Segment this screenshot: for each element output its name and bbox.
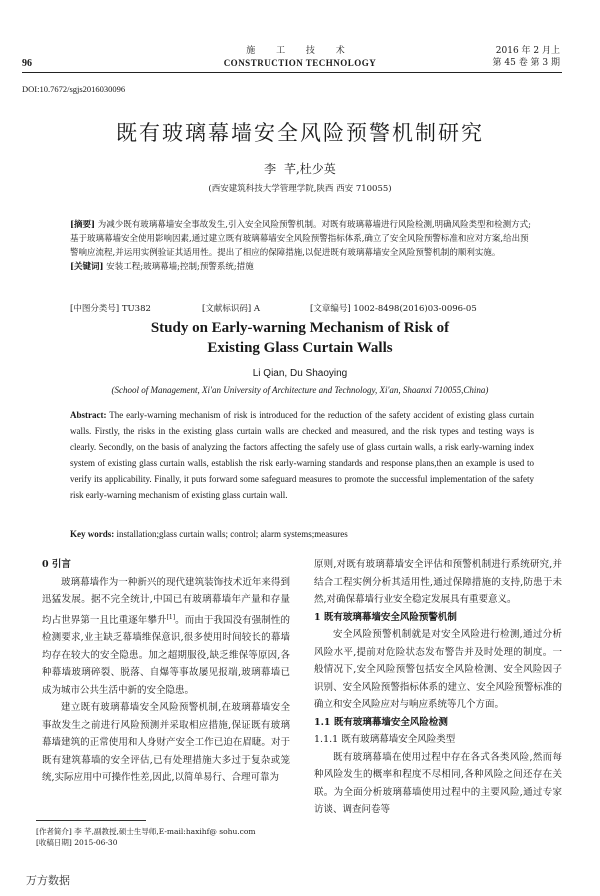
abstract-en-label: Abstract: [70,410,107,420]
journal-name-en: CONSTRUCTION TECHNOLOGY [223,58,377,68]
abstract-en [70,407,534,503]
title-en-line2: Existing Glass Curtain Walls [207,340,393,356]
watermark: 万方数据 [26,874,70,887]
body-right-column [314,556,562,819]
footnote-divider [36,820,146,821]
paragraph: 建立既有玻璃幕墙安全风险预警机制,在玻璃幕墙安全事故发生之前进行风险预测并采取相应措施,保证既有玻璃幕墙建筑的正常使用和人身财产安全工作已迫在眉睫。对于既有建筑幕墙的安全评估,已有处理措施大多过于复杂或笼统,实际应用中可操作性差,因此,以简单易行、合理可靠为 [42,702,290,784]
clc-number: [中图分类号] TU382 [70,304,151,314]
body-left-column [42,556,290,787]
paragraph-text: 玻璃幕墙作为一种新兴的现代建筑装饰技术近年来得到迅猛发展。据不完全统计,中国已有玻璃幕墙年产量和存量均占世界第一且比重逐年攀升 [42,576,290,626]
paragraph: 安全风险预警机制就是对安全风险进行检测,通过分析风险水平,提前对危险状态发布警告并及时处理的制度。一般情况下,安全风险预警包括安全风险检测、安全风险因子识别、安全风险预警指标体系的建立、安全风险预警标准的确立和安全风险应对与响应系统等几个方面。 [314,629,562,710]
title-en-line1: Study on Early-warning Mechanism of Risk of [150,320,450,336]
issue-volume: 第 45 卷 第 3 期 [492,58,560,68]
issue-date: 2016 年 2 月上 [495,46,560,56]
keywords-en: installation;glass curtain walls; control; alarm systems;measures [116,529,348,539]
authors-en: Li Qian, Du Shaoying [252,368,348,379]
classification-row [70,302,534,316]
authors-cn: 李 芊,杜少英 [264,162,336,176]
article-number: [文章编号] 1002-8498(2016)03-0096-05 [310,304,477,314]
keywords-en-label: Key words: [70,529,115,539]
paragraph: 原则,对既有玻璃幕墙安全评估和预警机制进行系统研究,并结合工程实例分析其适用性,通过保障措施的支持,防患于未然,对确保幕墙行业安全稳定发展具有重要意义。 [314,559,562,605]
affiliation-cn: (西安建筑科技大学管理学院,陕西 西安 710055) [208,184,392,194]
issue-info [493,45,560,69]
doi: DOI:10.7672/sgjs2016030096 [22,84,126,94]
citation-ref: [1] [166,613,176,621]
paragraph-text: 。而由于我国没有强制性的检测要求,业主缺乏幕墙维保意识,很多使用时间较长的幕墙均存在较大的安全隐患。加之超期服役,缺乏维保等原因,各种幕墙玻璃碎裂、脱落、自爆等事故屡见报端,玻璃幕墙已成为城市公共生活中新的安全隐患。 [42,614,290,696]
title-en [0,318,600,358]
keywords-en-row [70,529,534,539]
paragraph [42,574,290,700]
title-cn: 既有玻璃幕墙安全风险预警机制研究 [116,121,484,145]
section-heading-intro: 0 引言 [42,559,71,570]
abstract-en-text: The early-warning mechanism of risk is introduced for the reduction of the safety accident of existing glass curtain walls. Firstly, the risks in the existing glass curtain walls are checked and measured, and the risk types and testing ways is clearly. Secondly, on the basis of analyzing the factors affecting the safely use of glass curtain walls, a risk early-warning index system of existing glass curtain walls, establish the risk early-warning standards and response plans,then an example is used to verify its applicability. Finally, it puts forward some safeguard measures to promote the successful implementation of the safety risk early-warning mechanism of existing glass curtain wall. [70,410,534,500]
paragraph: 既有玻璃幕墙在使用过程中存在各式各类风险,然而每种风险发生的概率和程度不尽相同,各种风险之间还存在关联。为全面分析玻璃幕墙使用过程中的主要风险,通过专家访谈、调查问卷等 [314,751,562,815]
keywords-cn: 安装工程;玻璃幕墙;控制;预警系统;措施 [106,262,254,272]
abstract-cn-text: 为减少既有玻璃幕墙安全事故发生,引入安全风险预警机制。对既有玻璃幕墙进行风险检测,明确风险类型和检测方式;基于玻璃幕墙安全使用影响因素,通过建立既有玻璃幕墙安全风险预警指标体系,确立了安全风险预警标准和应对方案,给出预警响应流程,并运用实例验证其适用性。提出了相应的保障措施,以促进既有玻璃幕墙安全风险预警机制的顺利实施。 [70,220,532,258]
page-number: 96 [22,58,32,69]
received-date: [收稿日期] 2015-06-30 [36,838,118,847]
abstract-cn-label: [摘要] [70,220,96,230]
footnote [36,826,296,848]
header-divider [22,72,562,73]
section-heading-1-1: 1.1 既有玻璃幕墙安全风险检测 [314,716,448,728]
affiliation-en: (School of Management, Xi'an University of Architecture and Technology, Xi'an, Shaanxi 710055,China) [111,385,489,395]
document-code: [文献标识码] A [202,304,260,314]
keywords-cn-label: [关键词] [70,262,104,272]
section-heading-1: 1 既有玻璃幕墙安全风险预警机制 [314,611,457,623]
journal-name-cn: 施 工 技 术 [246,46,354,56]
abstract-cn [70,218,534,274]
author-info: [作者简介] 李 芊,副教授,硕士生导师,E-mail:haxihf@ sohu.com [36,827,256,836]
section-heading-1-1-1: 1.1.1 既有玻璃幕墙安全风险类型 [314,734,456,745]
